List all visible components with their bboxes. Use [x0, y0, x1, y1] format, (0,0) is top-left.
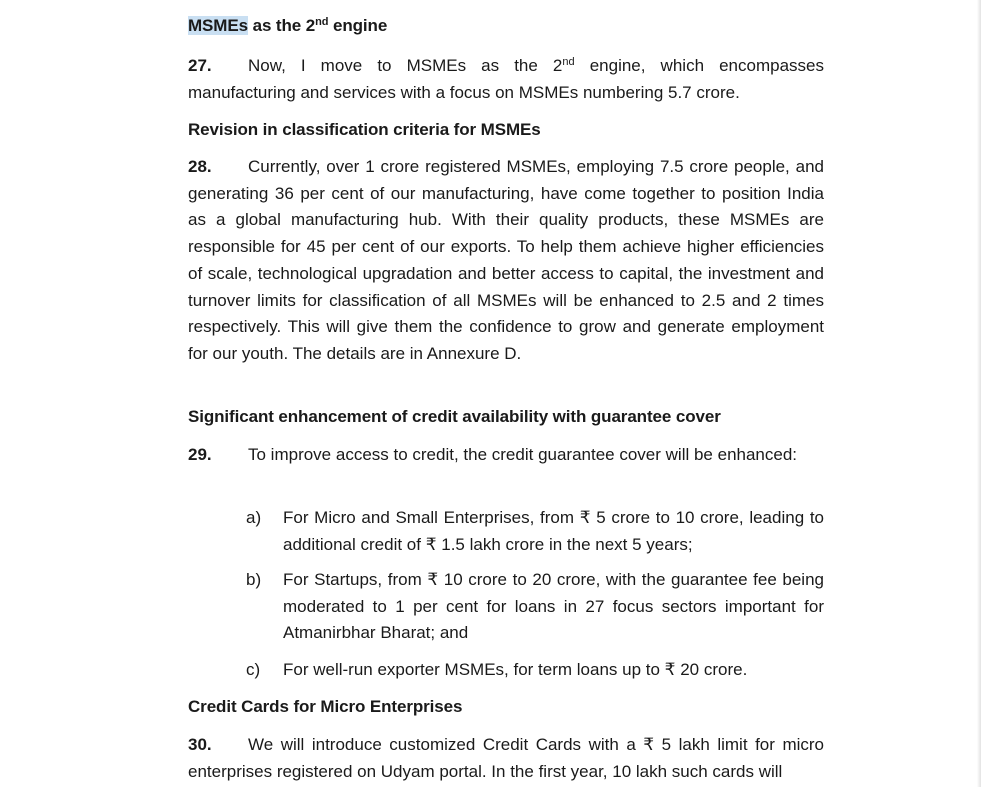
paragraph-number: 28.	[188, 157, 212, 176]
paragraph-number: 29.	[188, 445, 212, 464]
paragraph-number: 30.	[188, 735, 212, 754]
paragraph-29: 29. To improve access to credit, the credit guarantee cover will be enhanced:	[188, 442, 824, 469]
paragraph-30: 30. We will introduce customized Credit Cards with a ₹ 5 lakh limit for micro enterprises registered on Udyam portal. In the first year, 10 lakh such cards will	[188, 732, 824, 785]
paragraph-27: 27. Now, I move to MSMEs as the 2nd engine, which encompasses manufacturing and services with a focus on MSMEs numbering 5.7 crore.	[188, 53, 824, 106]
paragraph-28: 28. Currently, over 1 crore registered MSMEs, employing 7.5 crore people, and generating 36 per cent of our manufacturing, have come together to position India as a global manufacturing hub. With their quality products, these MSMEs are responsible for 45 per cent of our exports. To help them achieve higher efficiencies of scale, technological upgradation and better access to capital, the investment and turnover limits for classification of all MSMEs will be enhanced to 2.5 and 2 times respectively. This will give them the confidence to grow and generate employment for our youth. The details are in Annexure D.	[188, 154, 824, 368]
list-item: c) For well-run exporter MSMEs, for term loans up to ₹ 20 crore.	[246, 657, 824, 684]
page-edge-shadow	[977, 0, 981, 787]
list-marker: c)	[246, 660, 261, 679]
list-marker: b)	[246, 570, 262, 589]
section-heading-msmes: MSMEs as the 2nd engine	[188, 16, 388, 35]
selected-text-highlight[interactable]: MSMEs	[188, 16, 248, 35]
section-heading-credit-guarantee: Significant enhancement of credit availability with guarantee cover	[188, 407, 721, 426]
list-marker: a)	[246, 508, 262, 527]
section-heading-classification: Revision in classification criteria for MSMEs	[188, 120, 541, 139]
list-item: b) For Startups, from ₹ 10 crore to 20 crore, with the guarantee fee being moderated to 1 per cent for loans in 27 focus sectors important for Atmanirbhar Bharat; and	[246, 567, 824, 647]
paragraph-number: 27.	[188, 56, 212, 75]
section-heading-credit-cards: Credit Cards for Micro Enterprises	[188, 697, 463, 716]
list-item: a) For Micro and Small Enterprises, from ₹ 5 crore to 10 crore, leading to additional credit of ₹ 1.5 lakh crore in the next 5 years;	[246, 505, 824, 558]
